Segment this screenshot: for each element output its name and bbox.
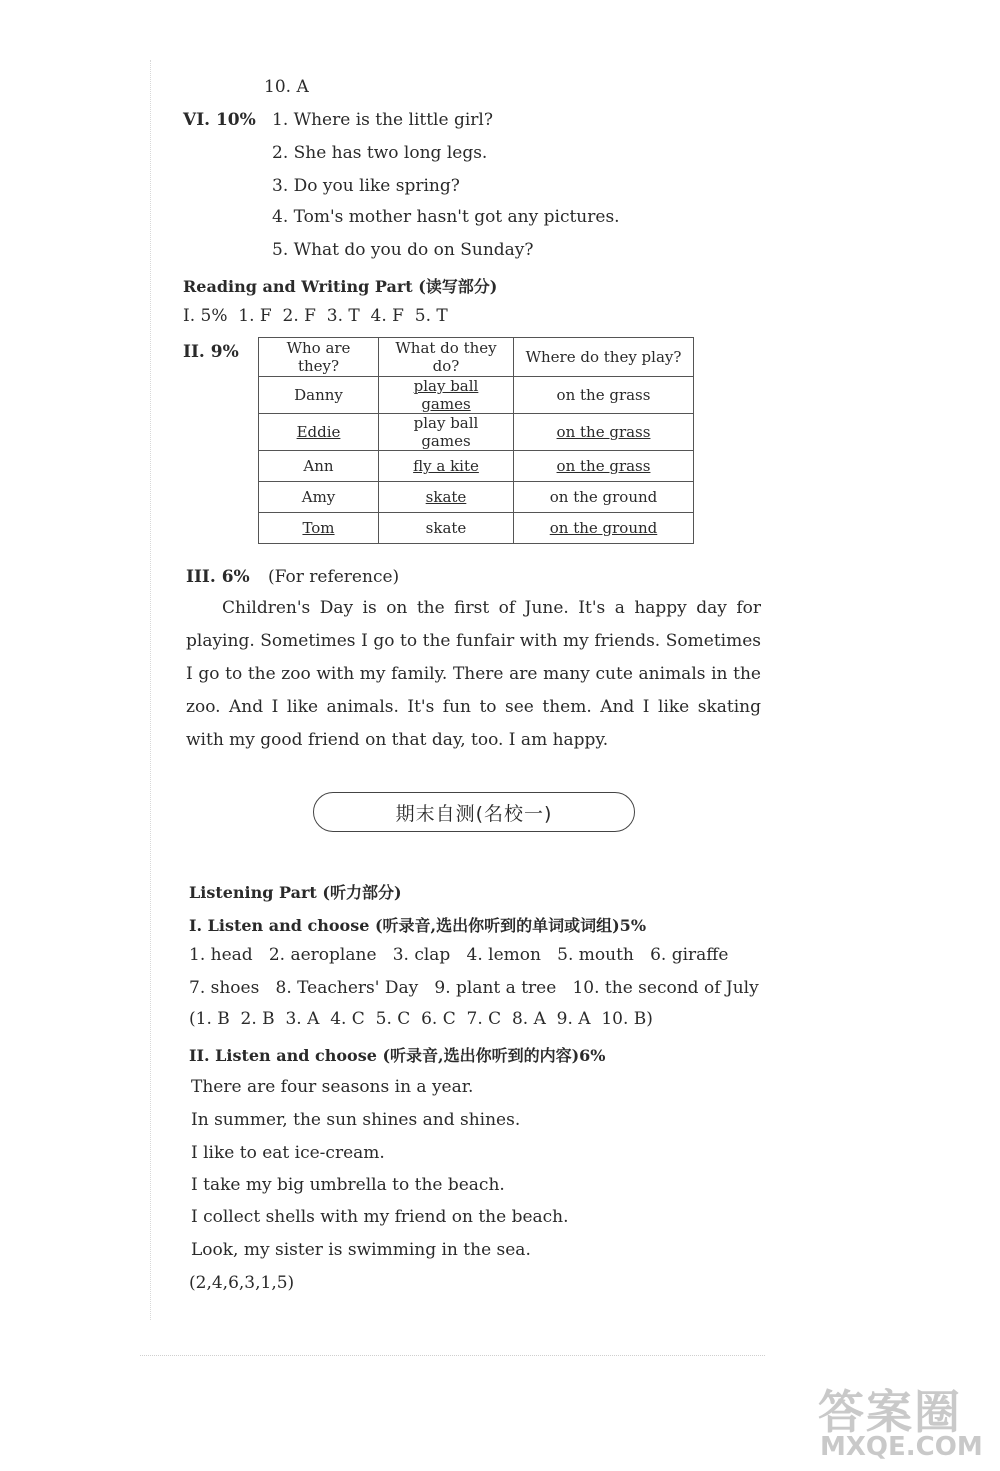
vi-item-1: 1. Where is the little girl? xyxy=(272,110,493,130)
table-cell: fly a kite xyxy=(379,451,514,482)
listening-heading: Listening Part (听力部分) xyxy=(189,883,402,902)
table-row xyxy=(259,482,694,513)
margin-rule xyxy=(150,60,151,1320)
listening-ii-line: There are four seasons in a year. xyxy=(191,1077,474,1097)
listening-ii-line: I collect shells with my friend on the beach. xyxy=(191,1207,569,1227)
bottom-rule xyxy=(140,1355,765,1356)
table-row xyxy=(259,414,694,451)
table-cell: on the ground xyxy=(514,513,694,544)
table-cell: Amy xyxy=(259,482,379,513)
table-header: Who are they? xyxy=(259,338,379,377)
listening-i-line-1: 1. head 2. aeroplane 3. clap 4. lemon 5. mouth 6. giraffe xyxy=(189,945,729,965)
listening-ii-line: In summer, the sun shines and shines. xyxy=(191,1110,521,1130)
vi-item-4: 4. Tom's mother hasn't got any pictures. xyxy=(272,207,620,227)
listening-ii-line: I like to eat ice-cream. xyxy=(191,1143,385,1163)
table-cell: skate xyxy=(379,482,514,513)
table-header: Where do they play? xyxy=(514,338,694,377)
reading-iii-label: III. 6% xyxy=(186,567,250,587)
table-cell: play ball games xyxy=(379,414,514,451)
vi-item-3: 3. Do you like spring? xyxy=(272,176,460,196)
table-cell: Tom xyxy=(259,513,379,544)
listening-ii-line: I take my big umbrella to the beach. xyxy=(191,1175,505,1195)
reading-iii-paragraph: Children's Day is on the first of June. It's a happy day for playing. Sometimes I go to the funfair with my friends. Sometimes I go to the zoo with my family. There are many cute animals in the zoo. And I like animals. It's fun to see them. And I like skating with my good friend on that day, too. I am happy. xyxy=(186,598,761,750)
table-row xyxy=(259,513,694,544)
section-banner: 期末自测(名校一) xyxy=(313,792,635,832)
table-cell: on the ground xyxy=(514,482,694,513)
vi-item-5: 5. What do you do on Sunday? xyxy=(272,240,534,260)
table-row xyxy=(259,451,694,482)
table-cell: play ball games xyxy=(379,377,514,414)
reading-ii-label: II. 9% xyxy=(183,342,239,362)
section-vi-label: VI. 10% xyxy=(183,110,256,130)
table-cell: on the grass xyxy=(514,377,694,414)
table-cell: Eddie xyxy=(259,414,379,451)
reading-heading: Reading and Writing Part (读写部分) xyxy=(183,277,498,296)
watermark-logo: 答案圈 xyxy=(818,1385,962,1439)
table-cell: on the grass xyxy=(514,414,694,451)
listening-i-heading: I. Listen and choose (听录音,选出你听到的单词或词组)5% xyxy=(189,916,647,935)
answer-10: 10. A xyxy=(264,77,309,97)
table-row xyxy=(259,377,694,414)
table-cell: on the grass xyxy=(514,451,694,482)
listening-ii-answers: (2,4,6,3,1,5) xyxy=(189,1273,295,1293)
listening-ii-heading: II. Listen and choose (听录音,选出你听到的内容)6% xyxy=(189,1046,606,1065)
listening-i-answers: (1. B 2. B 3. A 4. C 5. C 6. C 7. C 8. A 9. A 10. B) xyxy=(189,1009,653,1029)
listening-ii-line: Look, my sister is swimming in the sea. xyxy=(191,1240,531,1260)
reading-i-answers: I. 5% 1. F 2. F 3. T 4. F 5. T xyxy=(183,306,448,326)
answer-table xyxy=(258,337,694,544)
reading-iii-note: (For reference) xyxy=(268,567,400,587)
table-header: What do they do? xyxy=(379,338,514,377)
table-cell: Danny xyxy=(259,377,379,414)
table-cell: Ann xyxy=(259,451,379,482)
table-cell: skate xyxy=(379,513,514,544)
vi-item-2: 2. She has two long legs. xyxy=(272,143,488,163)
watermark-url: MXQE.COM xyxy=(820,1432,983,1462)
table-header-row xyxy=(259,338,694,377)
listening-i-line-2: 7. shoes 8. Teachers' Day 9. plant a tree 10. the second of July xyxy=(189,978,759,998)
